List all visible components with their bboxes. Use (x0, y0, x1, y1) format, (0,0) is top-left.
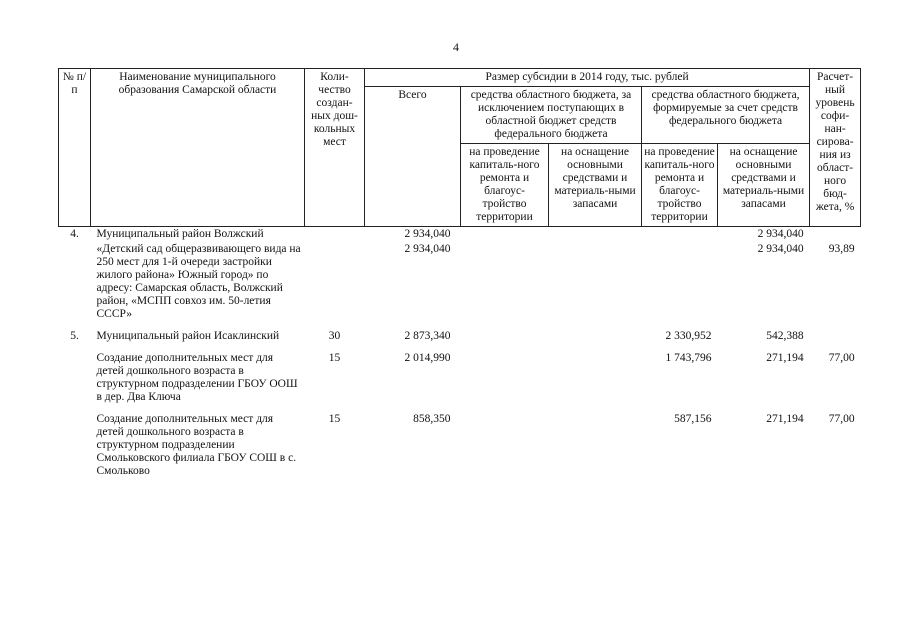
row-regional-equip (549, 344, 642, 405)
row-level: 93,89 (828, 243, 855, 255)
row-federal-equip: 271,194 (766, 413, 804, 425)
header-name: Наименование муниципального образования Самарской области (91, 69, 305, 227)
row-regional-equip (549, 242, 642, 322)
row-num: 5. (70, 330, 79, 342)
row-name: Муниципальный район Волжский (96, 228, 264, 240)
row-total: 2 934,040 (404, 243, 451, 255)
row-total: 2 873,340 (404, 330, 451, 342)
row-regional-repair (461, 227, 549, 243)
row-regional-repair (461, 344, 549, 405)
row-level: 77,00 (828, 352, 855, 364)
subsidy-table (58, 68, 861, 479)
table-row (59, 242, 861, 322)
row-federal-equip: 2 934,040 (757, 228, 804, 240)
row-federal-repair: 1 743,796 (665, 352, 712, 364)
table-row (59, 227, 861, 243)
row-regional-repair (461, 322, 549, 344)
row-federal-repair: 587,156 (674, 413, 712, 425)
row-num (59, 344, 91, 405)
row-federal-repair (642, 242, 718, 322)
table-row (59, 322, 861, 344)
row-places (305, 242, 365, 322)
row-regional-equip (549, 322, 642, 344)
row-regional-equip (549, 405, 642, 479)
row-places (305, 227, 365, 243)
header-federal: средства областного бюджета, формируемые за счет средств федерального бюджета (642, 87, 810, 144)
row-places: 15 (328, 413, 341, 425)
header-level: Расчет-ный уровень софи-нан-сирова-ния из област-ного бюд-жета, % (810, 69, 861, 227)
row-total: 2 934,040 (404, 228, 451, 240)
header-subsidy: Размер субсидии в 2014 году, тыс. рублей (365, 69, 810, 87)
header-places: Коли-чество создан-ных дош-кольных мест (305, 69, 365, 227)
row-level (810, 322, 861, 344)
row-name: Создание дополнительных мест для детей дошкольного возраста в структурном подразделении ГБОУ ООШ в дер. Два Ключа (96, 352, 298, 403)
row-regional-repair (461, 405, 549, 479)
header-regional-repair: на проведение капиталь-ного ремонта и благоус-тройство территории (461, 144, 549, 227)
row-places: 15 (328, 352, 341, 364)
header-num: № п/п (59, 69, 91, 227)
row-num (59, 405, 91, 479)
row-num (59, 242, 91, 322)
row-total: 858,350 (413, 413, 451, 425)
table-row (59, 405, 861, 479)
row-name: Создание дополнительных мест для детей дошкольного возраста в структурном подразделении Смольковского филиала ГБОУ СОШ в с. Смольково (96, 413, 297, 477)
row-places: 30 (328, 330, 341, 342)
row-total: 2 014,990 (404, 352, 451, 364)
header-federal-equip: на оснащение основными средствами и материаль-ными запасами (718, 144, 810, 227)
header-total: Всего (365, 87, 461, 227)
header-regional: средства областного бюджета, за исключением поступающих в областной бюджет средств федерального бюджета (461, 87, 642, 144)
row-level (810, 227, 861, 243)
row-federal-repair: 2 330,952 (665, 330, 712, 342)
row-name: Муниципальный район Исаклинский (96, 330, 280, 342)
row-name: «Детский сад общеразвивающего вида на 250 мест для 1-й очереди застройки жилого района» Южный город» по адресу: Самарская область, Волжский район, «МСПП совхоз им. 50-летия СССР» (96, 243, 301, 320)
subsidy-table-container (58, 68, 860, 479)
row-federal-equip: 542,388 (766, 330, 804, 342)
row-federal-equip: 2 934,040 (757, 243, 804, 255)
page-number: 4 (453, 40, 459, 54)
row-federal-equip: 271,194 (766, 352, 804, 364)
row-level: 77,00 (828, 413, 855, 425)
row-federal-repair (642, 227, 718, 243)
row-num: 4. (70, 228, 79, 240)
row-regional-equip (549, 227, 642, 243)
header-regional-equip: на оснащение основными средствами и материаль-ными запасами (549, 144, 642, 227)
header-federal-repair: на проведение капиталь-ного ремонта и благоус-тройство территории (642, 144, 718, 227)
table-row (59, 344, 861, 405)
row-regional-repair (461, 242, 549, 322)
